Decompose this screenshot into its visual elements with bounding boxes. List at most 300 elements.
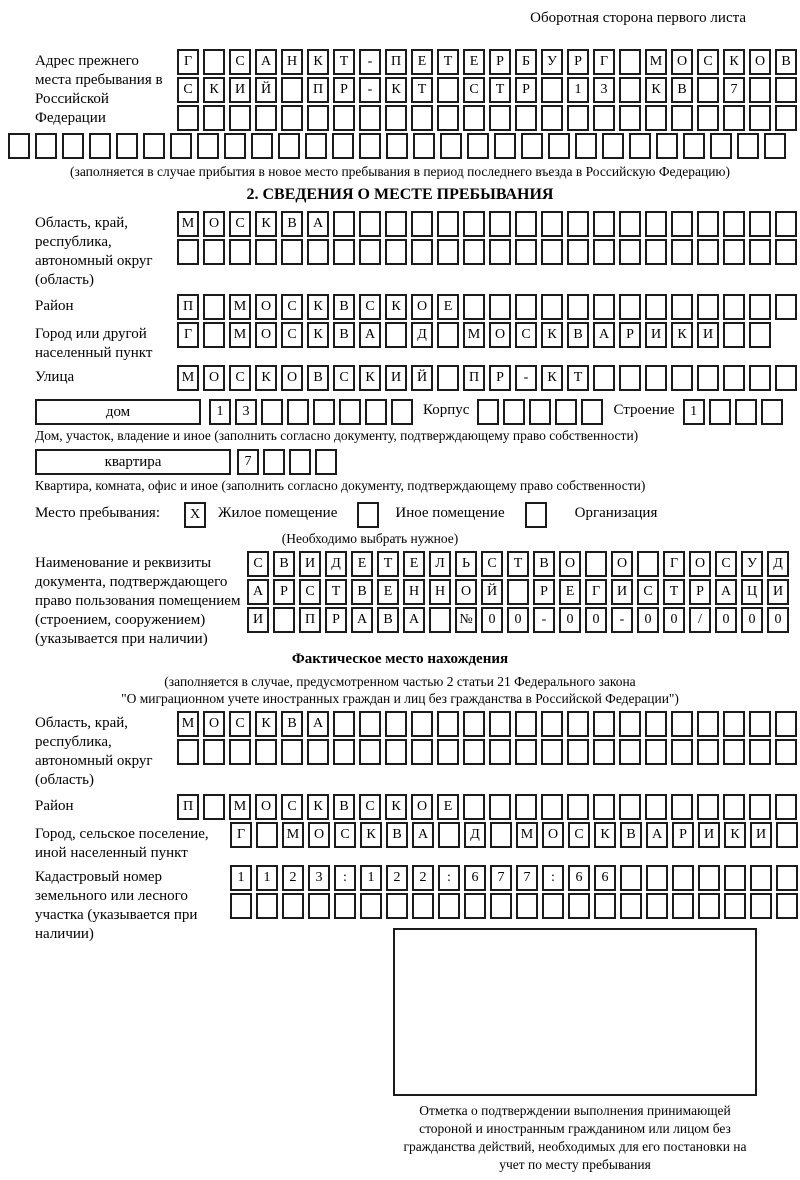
char-box[interactable]: О	[255, 322, 277, 348]
char-box[interactable]	[305, 133, 327, 159]
char-box[interactable]: К	[307, 794, 329, 820]
char-box[interactable]	[620, 865, 642, 891]
char-box[interactable]	[385, 739, 407, 765]
char-box[interactable]: М	[645, 49, 667, 75]
char-box[interactable]	[776, 893, 798, 919]
char-box[interactable]	[698, 893, 720, 919]
char-box[interactable]: О	[489, 322, 511, 348]
char-box[interactable]	[197, 133, 219, 159]
char-box[interactable]	[359, 133, 381, 159]
char-box[interactable]: -	[359, 77, 381, 103]
char-box[interactable]	[749, 105, 771, 131]
char-box[interactable]	[333, 105, 355, 131]
char-box[interactable]: Н	[403, 579, 425, 605]
char-box[interactable]	[35, 133, 57, 159]
char-box[interactable]: С	[463, 77, 485, 103]
char-box[interactable]: С	[515, 322, 537, 348]
char-box[interactable]: 3	[593, 77, 615, 103]
char-box[interactable]	[438, 822, 460, 848]
char-box[interactable]: М	[282, 822, 304, 848]
char-box[interactable]	[437, 322, 459, 348]
char-box[interactable]	[646, 893, 668, 919]
char-box[interactable]: О	[689, 551, 711, 577]
char-box[interactable]: Н	[429, 579, 451, 605]
char-box[interactable]	[313, 399, 335, 425]
char-box[interactable]	[671, 105, 693, 131]
char-box[interactable]	[698, 865, 720, 891]
char-box[interactable]: К	[359, 365, 381, 391]
char-box[interactable]: 0	[585, 607, 607, 633]
char-box[interactable]	[463, 105, 485, 131]
char-box[interactable]	[775, 739, 797, 765]
char-box[interactable]	[683, 133, 705, 159]
char-box[interactable]: -	[359, 49, 381, 75]
char-box[interactable]: М	[229, 794, 251, 820]
char-box[interactable]	[515, 105, 537, 131]
char-box[interactable]	[463, 711, 485, 737]
char-box[interactable]: С	[299, 579, 321, 605]
char-box[interactable]: И	[247, 607, 269, 633]
char-box[interactable]	[593, 239, 615, 265]
checkbox-other-premises[interactable]	[357, 502, 379, 528]
char-box[interactable]: Р	[325, 607, 347, 633]
char-box[interactable]	[619, 711, 641, 737]
char-box[interactable]: В	[775, 49, 797, 75]
char-box[interactable]	[463, 294, 485, 320]
char-box[interactable]	[463, 239, 485, 265]
char-box[interactable]: М	[229, 322, 251, 348]
char-box[interactable]: С	[229, 711, 251, 737]
char-box[interactable]: О	[411, 294, 433, 320]
char-box[interactable]	[541, 711, 563, 737]
char-box[interactable]	[494, 133, 516, 159]
char-box[interactable]	[229, 105, 251, 131]
char-box[interactable]: У	[541, 49, 563, 75]
char-box[interactable]: М	[229, 294, 251, 320]
char-box[interactable]	[541, 239, 563, 265]
char-box[interactable]	[489, 105, 511, 131]
char-box[interactable]	[507, 579, 529, 605]
char-box[interactable]: Е	[403, 551, 425, 577]
char-box[interactable]	[593, 739, 615, 765]
char-box[interactable]: А	[403, 607, 425, 633]
char-box[interactable]	[261, 399, 283, 425]
char-box[interactable]: Д	[325, 551, 347, 577]
char-box[interactable]	[255, 239, 277, 265]
char-box[interactable]	[723, 105, 745, 131]
char-box[interactable]: П	[177, 294, 199, 320]
char-box[interactable]: М	[177, 711, 199, 737]
char-box[interactable]	[413, 133, 435, 159]
char-box[interactable]	[333, 239, 355, 265]
char-box[interactable]	[645, 711, 667, 737]
char-box[interactable]	[391, 399, 413, 425]
checkbox-organization[interactable]	[525, 502, 547, 528]
char-box[interactable]	[541, 77, 563, 103]
char-box[interactable]	[619, 794, 641, 820]
char-box[interactable]: Е	[411, 49, 433, 75]
char-box[interactable]: 2	[412, 865, 434, 891]
char-box[interactable]: Р	[489, 365, 511, 391]
char-box[interactable]: К	[541, 322, 563, 348]
char-box[interactable]	[515, 211, 537, 237]
char-box[interactable]	[629, 133, 651, 159]
char-box[interactable]	[709, 399, 731, 425]
char-box[interactable]: И	[299, 551, 321, 577]
char-box[interactable]: Г	[230, 822, 252, 848]
char-box[interactable]: У	[741, 551, 763, 577]
char-box[interactable]	[307, 105, 329, 131]
char-box[interactable]	[203, 105, 225, 131]
char-box[interactable]	[229, 239, 251, 265]
char-box[interactable]: А	[412, 822, 434, 848]
char-box[interactable]: С	[359, 794, 381, 820]
char-box[interactable]	[671, 739, 693, 765]
char-box[interactable]	[723, 739, 745, 765]
char-box[interactable]	[278, 133, 300, 159]
char-box[interactable]: Д	[767, 551, 789, 577]
char-box[interactable]: М	[177, 211, 199, 237]
char-box[interactable]: Л	[429, 551, 451, 577]
char-box[interactable]	[710, 133, 732, 159]
char-box[interactable]	[541, 294, 563, 320]
char-box[interactable]	[411, 211, 433, 237]
checkbox-residential[interactable]: X	[184, 502, 206, 528]
char-box[interactable]	[385, 211, 407, 237]
char-box[interactable]: 0	[767, 607, 789, 633]
char-box[interactable]: Р	[533, 579, 555, 605]
char-box[interactable]: А	[247, 579, 269, 605]
char-box[interactable]: К	[255, 365, 277, 391]
char-box[interactable]	[697, 211, 719, 237]
char-box[interactable]: М	[463, 322, 485, 348]
char-box[interactable]	[567, 239, 589, 265]
char-box[interactable]	[567, 711, 589, 737]
char-box[interactable]	[177, 105, 199, 131]
char-box[interactable]	[437, 105, 459, 131]
char-box[interactable]	[749, 739, 771, 765]
char-box[interactable]	[548, 133, 570, 159]
char-box[interactable]	[619, 105, 641, 131]
char-box[interactable]: Й	[255, 77, 277, 103]
char-box[interactable]: С	[281, 322, 303, 348]
char-box[interactable]: 3	[308, 865, 330, 891]
char-box[interactable]: Р	[333, 77, 355, 103]
char-box[interactable]: И	[611, 579, 633, 605]
char-box[interactable]	[251, 133, 273, 159]
char-box[interactable]	[315, 449, 337, 475]
char-box[interactable]	[593, 711, 615, 737]
char-box[interactable]	[750, 865, 772, 891]
char-box[interactable]	[385, 322, 407, 348]
char-box[interactable]: В	[620, 822, 642, 848]
char-box[interactable]: :	[334, 865, 356, 891]
char-box[interactable]	[230, 893, 252, 919]
char-box[interactable]	[438, 893, 460, 919]
char-box[interactable]: В	[533, 551, 555, 577]
char-box[interactable]	[289, 449, 311, 475]
char-box[interactable]: О	[671, 49, 693, 75]
char-box[interactable]	[723, 711, 745, 737]
char-box[interactable]	[775, 294, 797, 320]
char-box[interactable]: Р	[273, 579, 295, 605]
char-box[interactable]	[333, 211, 355, 237]
char-box[interactable]	[515, 294, 537, 320]
char-box[interactable]	[515, 794, 537, 820]
char-box[interactable]: М	[177, 365, 199, 391]
char-box[interactable]	[723, 239, 745, 265]
char-box[interactable]: П	[385, 49, 407, 75]
char-box[interactable]: С	[247, 551, 269, 577]
char-box[interactable]: С	[697, 49, 719, 75]
char-box[interactable]: С	[637, 579, 659, 605]
char-box[interactable]: С	[229, 365, 251, 391]
char-box[interactable]: Г	[593, 49, 615, 75]
char-box[interactable]: В	[351, 579, 373, 605]
char-box[interactable]: В	[377, 607, 399, 633]
char-box[interactable]: Е	[437, 794, 459, 820]
char-box[interactable]: :	[542, 865, 564, 891]
char-box[interactable]	[697, 739, 719, 765]
char-box[interactable]	[593, 105, 615, 131]
char-box[interactable]	[229, 739, 251, 765]
char-box[interactable]	[203, 49, 225, 75]
char-box[interactable]	[282, 893, 304, 919]
char-box[interactable]	[749, 239, 771, 265]
char-box[interactable]: Т	[567, 365, 589, 391]
char-box[interactable]: А	[646, 822, 668, 848]
char-box[interactable]	[307, 739, 329, 765]
char-box[interactable]	[593, 211, 615, 237]
char-box[interactable]	[489, 739, 511, 765]
char-box[interactable]: С	[281, 794, 303, 820]
char-box[interactable]: К	[385, 294, 407, 320]
char-box[interactable]	[359, 105, 381, 131]
char-box[interactable]: С	[229, 49, 251, 75]
char-box[interactable]	[645, 794, 667, 820]
char-box[interactable]	[750, 893, 772, 919]
char-box[interactable]	[429, 607, 451, 633]
char-box[interactable]	[411, 739, 433, 765]
char-box[interactable]	[567, 211, 589, 237]
char-box[interactable]	[645, 211, 667, 237]
char-box[interactable]: О	[542, 822, 564, 848]
char-box[interactable]	[412, 893, 434, 919]
char-box[interactable]: Н	[281, 49, 303, 75]
char-box[interactable]	[697, 77, 719, 103]
char-box[interactable]	[671, 365, 693, 391]
char-box[interactable]	[593, 365, 615, 391]
char-box[interactable]: Б	[515, 49, 537, 75]
char-box[interactable]	[359, 711, 381, 737]
char-box[interactable]: О	[749, 49, 771, 75]
char-box[interactable]: Й	[481, 579, 503, 605]
char-box[interactable]: Ц	[741, 579, 763, 605]
char-box[interactable]	[619, 239, 641, 265]
char-box[interactable]	[645, 239, 667, 265]
char-box[interactable]: Р	[619, 322, 641, 348]
char-box[interactable]	[637, 551, 659, 577]
char-box[interactable]	[671, 711, 693, 737]
char-box[interactable]: А	[715, 579, 737, 605]
char-box[interactable]	[287, 399, 309, 425]
char-box[interactable]	[645, 739, 667, 765]
char-box[interactable]: 0	[481, 607, 503, 633]
char-box[interactable]: К	[307, 322, 329, 348]
char-box[interactable]	[775, 77, 797, 103]
char-box[interactable]: :	[438, 865, 460, 891]
char-box[interactable]	[477, 399, 499, 425]
char-box[interactable]: 7	[516, 865, 538, 891]
char-box[interactable]: В	[281, 711, 303, 737]
char-box[interactable]	[437, 365, 459, 391]
char-box[interactable]: К	[645, 77, 667, 103]
char-box[interactable]	[62, 133, 84, 159]
char-box[interactable]: Р	[489, 49, 511, 75]
char-box[interactable]	[385, 711, 407, 737]
char-box[interactable]	[671, 239, 693, 265]
char-box[interactable]	[775, 239, 797, 265]
char-box[interactable]	[672, 893, 694, 919]
char-box[interactable]: К	[307, 49, 329, 75]
char-box[interactable]	[89, 133, 111, 159]
char-box[interactable]	[521, 133, 543, 159]
char-box[interactable]	[737, 133, 759, 159]
char-box[interactable]	[203, 294, 225, 320]
char-box[interactable]	[359, 239, 381, 265]
char-box[interactable]	[503, 399, 525, 425]
char-box[interactable]	[776, 865, 798, 891]
char-box[interactable]: М	[516, 822, 538, 848]
char-box[interactable]: П	[177, 794, 199, 820]
char-box[interactable]	[489, 239, 511, 265]
char-box[interactable]: К	[255, 711, 277, 737]
char-box[interactable]: №	[455, 607, 477, 633]
char-box[interactable]	[529, 399, 551, 425]
char-box[interactable]	[619, 365, 641, 391]
char-box[interactable]: К	[594, 822, 616, 848]
char-box[interactable]	[619, 49, 641, 75]
char-box[interactable]	[775, 211, 797, 237]
char-box[interactable]: О	[455, 579, 477, 605]
char-box[interactable]: Г	[663, 551, 685, 577]
char-box[interactable]	[437, 77, 459, 103]
char-box[interactable]	[203, 739, 225, 765]
char-box[interactable]	[365, 399, 387, 425]
char-box[interactable]	[203, 239, 225, 265]
char-box[interactable]: С	[715, 551, 737, 577]
char-box[interactable]	[764, 133, 786, 159]
char-box[interactable]	[515, 239, 537, 265]
char-box[interactable]	[555, 399, 577, 425]
char-box[interactable]	[339, 399, 361, 425]
char-box[interactable]: П	[463, 365, 485, 391]
char-box[interactable]: Д	[411, 322, 433, 348]
char-box[interactable]	[619, 77, 641, 103]
char-box[interactable]	[697, 294, 719, 320]
char-box[interactable]	[593, 294, 615, 320]
char-box[interactable]: С	[481, 551, 503, 577]
char-box[interactable]	[672, 865, 694, 891]
char-box[interactable]	[440, 133, 462, 159]
char-box[interactable]: И	[645, 322, 667, 348]
char-box[interactable]: А	[351, 607, 373, 633]
char-box[interactable]	[761, 399, 783, 425]
char-box[interactable]: П	[299, 607, 321, 633]
char-box[interactable]: 0	[741, 607, 763, 633]
char-box[interactable]: С	[229, 211, 251, 237]
char-box[interactable]	[359, 211, 381, 237]
char-box[interactable]: 0	[507, 607, 529, 633]
char-box[interactable]	[723, 322, 745, 348]
char-box[interactable]: 0	[559, 607, 581, 633]
char-box[interactable]: К	[307, 294, 329, 320]
char-box[interactable]	[437, 239, 459, 265]
char-box[interactable]: О	[203, 365, 225, 391]
char-box[interactable]	[723, 794, 745, 820]
char-box[interactable]	[619, 211, 641, 237]
char-box[interactable]: О	[203, 711, 225, 737]
char-box[interactable]: 0	[663, 607, 685, 633]
char-box[interactable]	[386, 893, 408, 919]
char-box[interactable]: Е	[351, 551, 373, 577]
char-box[interactable]	[749, 794, 771, 820]
char-box[interactable]: 1	[230, 865, 252, 891]
char-box[interactable]	[385, 239, 407, 265]
char-box[interactable]: К	[671, 322, 693, 348]
char-box[interactable]: 7	[723, 77, 745, 103]
char-box[interactable]	[541, 794, 563, 820]
char-box[interactable]: -	[533, 607, 555, 633]
char-box[interactable]	[749, 322, 771, 348]
char-box[interactable]: В	[386, 822, 408, 848]
char-box[interactable]: 1	[683, 399, 705, 425]
char-box[interactable]: 7	[490, 865, 512, 891]
char-box[interactable]: Е	[463, 49, 485, 75]
char-box[interactable]: О	[203, 211, 225, 237]
char-box[interactable]	[602, 133, 624, 159]
char-box[interactable]	[273, 607, 295, 633]
char-box[interactable]: Т	[663, 579, 685, 605]
char-box[interactable]	[776, 822, 798, 848]
char-box[interactable]	[775, 365, 797, 391]
char-box[interactable]	[646, 865, 668, 891]
char-box[interactable]: Р	[689, 579, 711, 605]
char-box[interactable]	[489, 211, 511, 237]
char-box[interactable]: И	[750, 822, 772, 848]
char-box[interactable]: И	[767, 579, 789, 605]
char-box[interactable]	[411, 105, 433, 131]
char-box[interactable]	[386, 133, 408, 159]
char-box[interactable]	[464, 893, 486, 919]
char-box[interactable]: О	[281, 365, 303, 391]
char-box[interactable]	[255, 739, 277, 765]
char-box[interactable]: О	[255, 294, 277, 320]
char-box[interactable]	[143, 133, 165, 159]
char-box[interactable]	[308, 893, 330, 919]
char-box[interactable]: О	[559, 551, 581, 577]
char-box[interactable]: В	[333, 322, 355, 348]
char-box[interactable]	[568, 893, 590, 919]
char-box[interactable]: -	[515, 365, 537, 391]
char-box[interactable]	[671, 211, 693, 237]
char-box[interactable]	[723, 365, 745, 391]
char-box[interactable]	[775, 711, 797, 737]
char-box[interactable]: О	[611, 551, 633, 577]
char-box[interactable]	[224, 133, 246, 159]
char-box[interactable]	[697, 711, 719, 737]
char-box[interactable]	[360, 893, 382, 919]
